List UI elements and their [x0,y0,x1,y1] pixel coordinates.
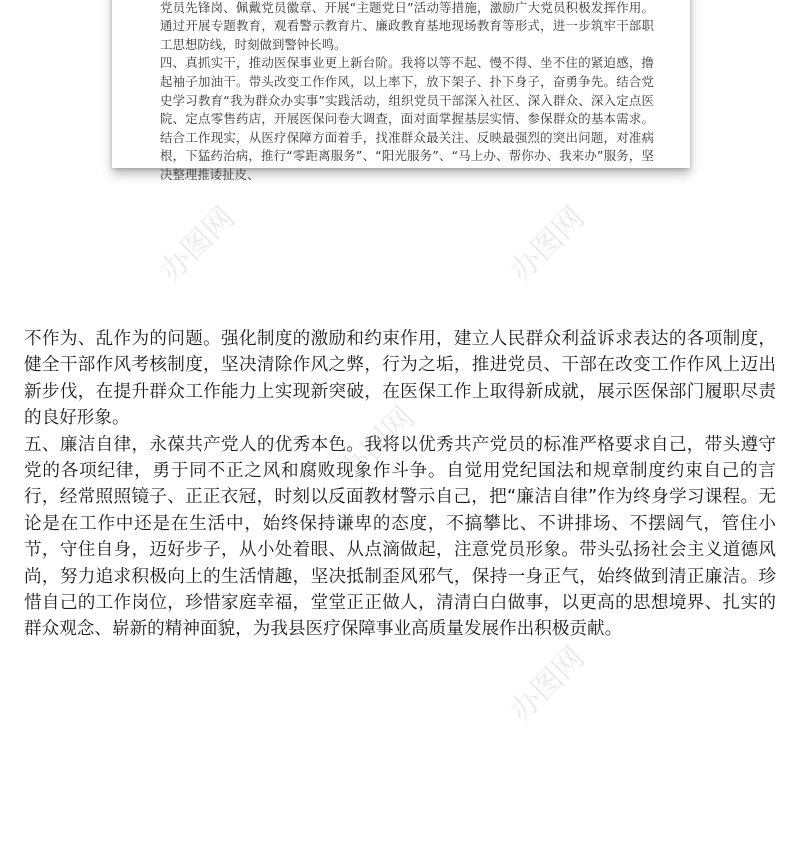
preview-paragraph: 四、真抓实干，推动医保事业更上新台阶。我将以等不起、慢不得、坐不住的紧迫感，撸起袖子加油干。带头改变工作作风，以上率下，放下架子、扑下身子，奋勇争先。结合党史学习教育“我为群众办实事”实践活动，组织党员干部深入社区、深入群众、深入定点医院、定点零售药店，开展医保问卷大调查，面对面掌握基层实情、参保群众的基本需求。结合工作现实，从医疗保障方面着手，找准群众最关注、反映最强烈的突出问题，对准病根，下猛药治病，推行“零距离服务”、“阳光服务”、“马上办、帮你办、我来办”服务，坚决整理推诿扯皮、 [160,55,654,182]
body-paragraph: 不作为、乱作为的问题。强化制度的激励和约束作用，建立人民群众利益诉求表达的各项制度，健全干部作风考核制度，坚决清除作风之弊，行为之垢，推进党员、干部在改变工作作风上迈出新步伐，在提升群众工作能力上实现新突破，在医保工作上取得新成就，展示医保部门履职尽责的良好形象。 [24,329,776,429]
watermark: 办图网 [503,200,592,289]
preview-paragraph: 党员先锋岗、佩戴党员徽章、开展“主题党日”活动等措施，激励广大党员积极发挥作用。通过开展专题教育，观看警示教育片、廉政教育基地现场教育等形式，进一步筑牢干部职工思想防线，时刻做到警钟长鸣。 [160,0,654,52]
watermark: 办图网 [503,640,592,729]
watermark: 办图网 [333,400,422,489]
preview-text [160,0,654,185]
watermark: 办图网 [153,200,242,289]
document-body [24,326,776,643]
document-page-preview [112,0,690,182]
body-paragraph: 五、廉洁自律，永葆共产党人的优秀本色。我将以优秀共产党员的标准严格要求自己，带头遵守党的各项纪律，勇于同不正之风和腐败现象作斗争。自觉用党纪国法和规章制度约束自己的言行，经常照照镜子、正正衣冠，时刻以反面教材警示自己，把“廉洁自律”作为终身学习课程。无论是在工作中还是在生活中，始终保持谦卑的态度，不搞攀比、不讲排场、不摆阔气，管住小节，守住自身，迈好步子，从小处着眼、从点滴做起，注意党员形象。带头弘扬社会主义道德风尚，努力追求积极向上的生活情趣，坚决抵制歪风邪气，保持一身正气，始终做到清正廉洁。珍惜自己的工作岗位，珍惜家庭幸福，堂堂正正做人，清清白白做事，以更高的思想境界、扎实的群众观念、崭新的精神面貌，为我县医疗保障事业高质量发展作出积极贡献。 [24,434,776,640]
